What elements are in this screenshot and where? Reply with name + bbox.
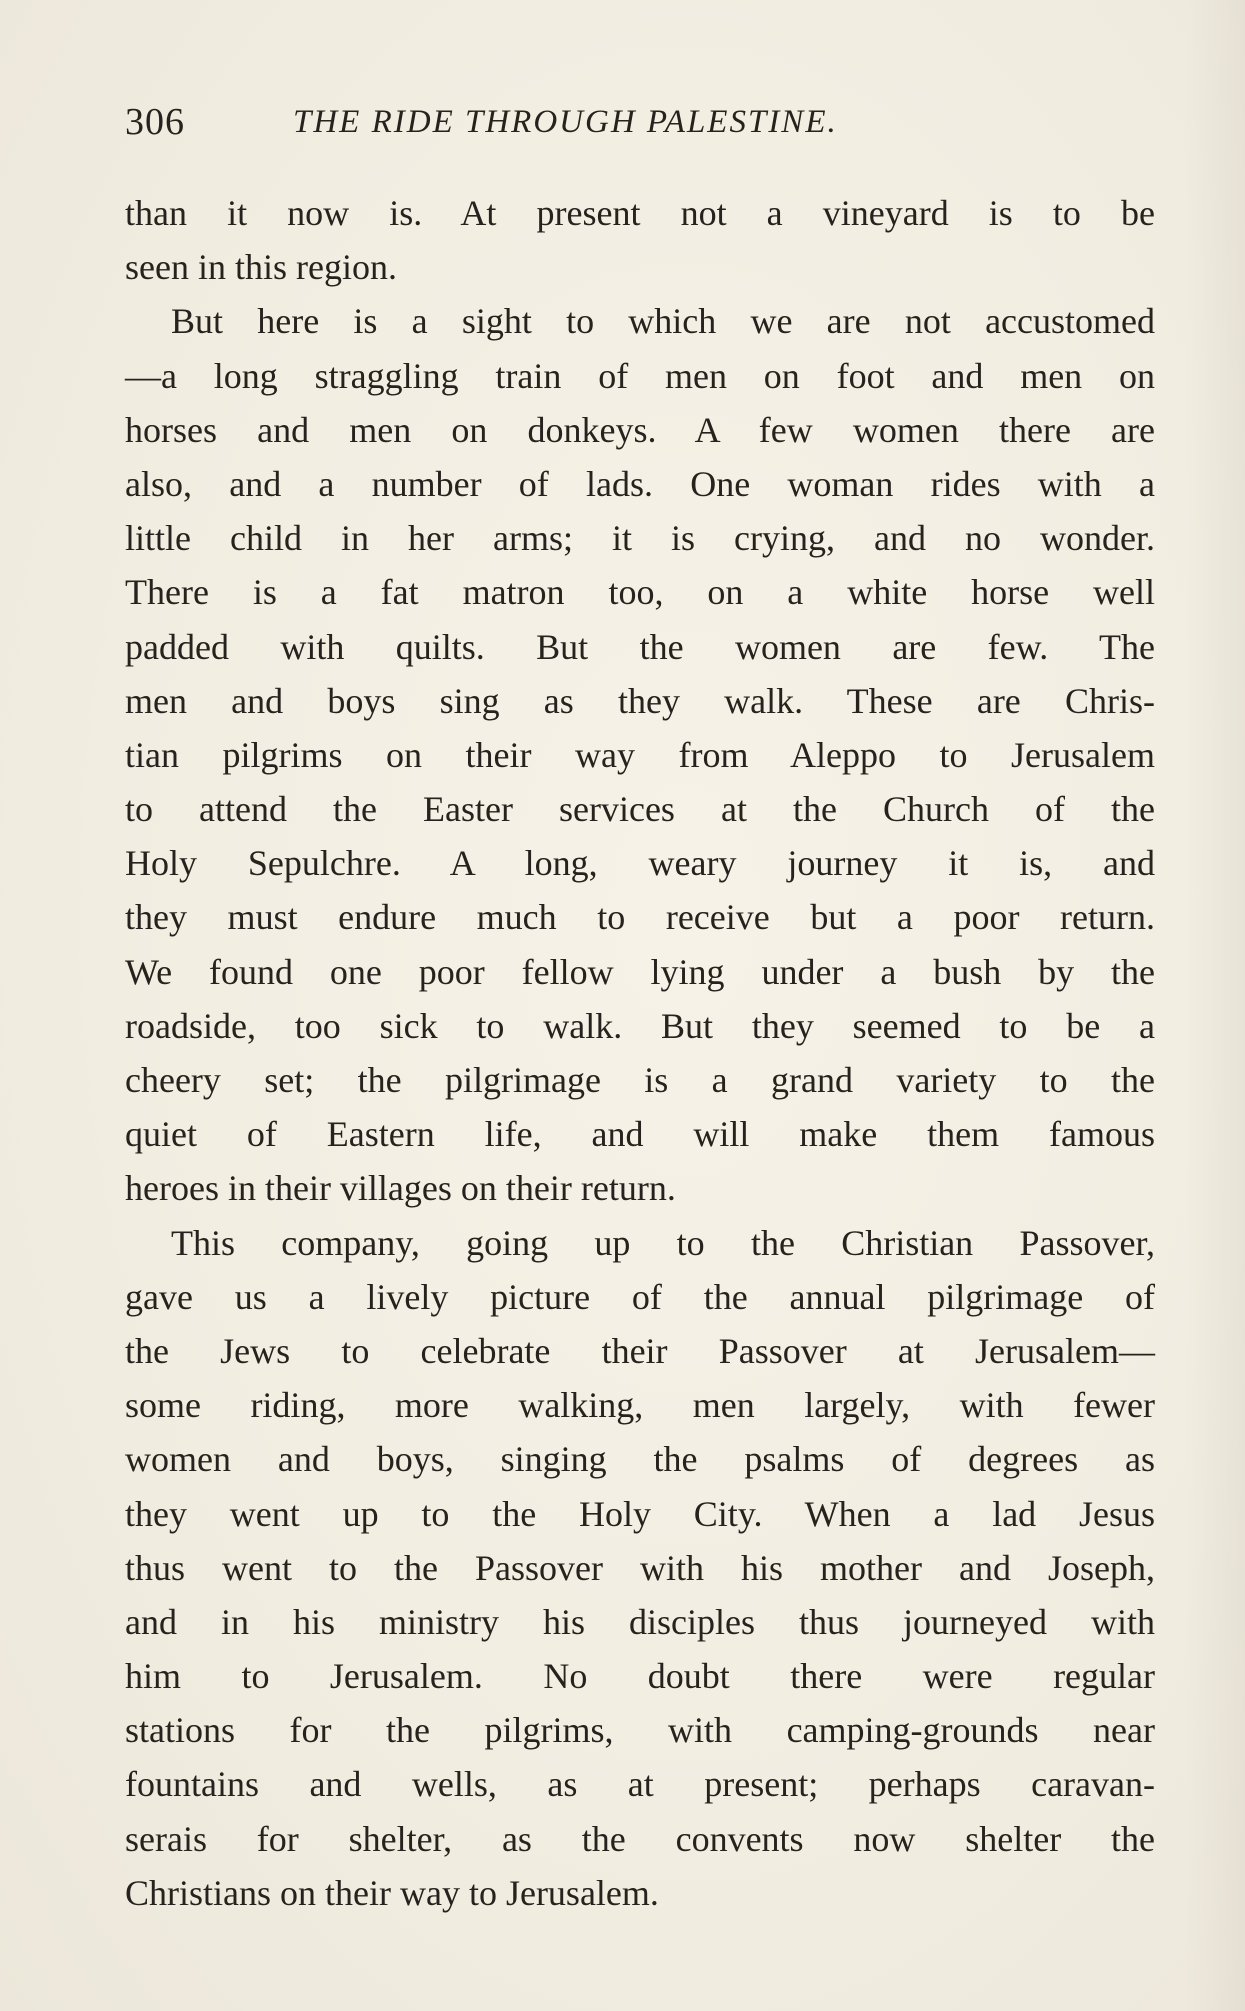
- text-line: the Jews to celebrate their Passover at Jerusalem—: [125, 1330, 1155, 1371]
- text-line: quiet of Eastern life, and will make them famous: [125, 1114, 1155, 1155]
- text-line: fountains and wells, as at present; perhaps caravan-: [125, 1764, 1155, 1805]
- text-line: they went up to the Holy City. When a lad Jesus: [125, 1493, 1155, 1534]
- text-line: Christians on their way to Jerusalem.: [125, 1872, 659, 1913]
- body-text: [125, 186, 1155, 1920]
- text-line: cheery set; the pilgrimage is a grand variety to the: [125, 1060, 1155, 1100]
- text-line: horses and men on donkeys. A few women there are: [125, 409, 1155, 450]
- text-line: men and boys sing as they walk. These are Chris-: [125, 680, 1155, 721]
- text-line: some riding, more walking, men largely, with fewer: [125, 1385, 1155, 1426]
- text-line: women and boys, singing the psalms of degrees as: [125, 1439, 1155, 1480]
- text-line: Holy Sepulchre. A long, weary journey it is, and: [125, 843, 1155, 884]
- text-line: But here is a sight to which we are not accustomed: [171, 301, 1155, 342]
- text-line: thus went to the Passover with his mother and Joseph,: [125, 1547, 1155, 1588]
- text-line: gave us a lively picture of the annual pilgrimage of: [125, 1276, 1155, 1317]
- text-line: him to Jerusalem. No doubt there were regular: [125, 1656, 1155, 1697]
- text-line: little child in her arms; it is crying, and no wonder.: [125, 518, 1155, 559]
- page-header: [125, 100, 985, 150]
- text-line: they must endure much to receive but a poor return.: [125, 897, 1155, 938]
- text-line: tian pilgrims on their way from Aleppo to Jerusalem: [125, 734, 1155, 775]
- text-line: padded with quilts. But the women are few. The: [125, 626, 1155, 667]
- text-line: This company, going up to the Christian Passover,: [171, 1222, 1155, 1263]
- text-line: heroes in their villages on their return.: [125, 1168, 676, 1209]
- page-number: 306: [125, 101, 185, 143]
- text-line: We found one poor fellow lying under a bush by the: [125, 951, 1155, 992]
- text-line: roadside, too sick to walk. But they seemed to be a: [125, 1005, 1155, 1046]
- text-line: also, and a number of lads. One woman rides with a: [125, 463, 1155, 504]
- text-line: to attend the Easter services at the Church of the: [125, 789, 1155, 830]
- text-line: stations for the pilgrims, with camping-grounds near: [125, 1710, 1155, 1751]
- text-line: than it now is. At present not a vineyard is to be: [125, 193, 1155, 233]
- text-line: serais for shelter, as the convents now shelter the: [125, 1818, 1155, 1859]
- text-line: There is a fat matron too, on a white horse well: [125, 572, 1155, 613]
- text-line: and in his ministry his disciples thus journeyed with: [125, 1601, 1155, 1642]
- running-title: THE RIDE THROUGH PALESTINE.: [293, 104, 838, 140]
- text-line: —a long straggling train of men on foot and men on: [125, 355, 1155, 396]
- page-edge-shadow: [1185, 0, 1245, 2011]
- text-line: seen in this region.: [125, 247, 397, 288]
